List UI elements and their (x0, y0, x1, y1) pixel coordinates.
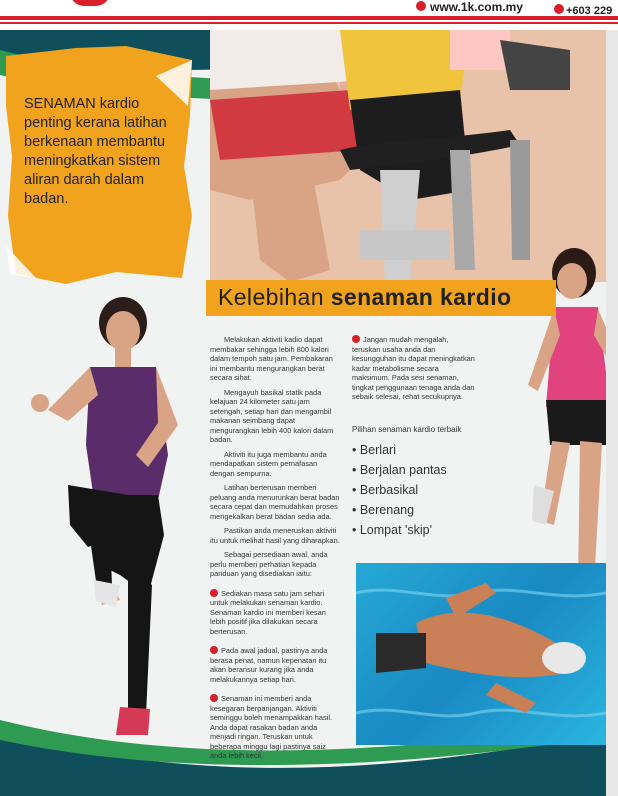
paragraph-1: Melakukan aktiviti kadio dapat membakar sehingga lebih 800 kalori dalam tempoh satu jam. Pembakaran ini membantu mengurangkan berat secara sihat. (210, 335, 333, 382)
page-edge-tabs (606, 30, 618, 796)
paragraph-4: Latihan berterusan memberi peluang anda menurunkan berat badan secara cepat dan memudahkan proses mengekalkan berat badan sedia ada. (210, 483, 340, 521)
section-heading-text (218, 284, 511, 311)
red-bullet-icon (210, 589, 218, 597)
woman-exercising-photo (28, 295, 188, 740)
header-rule-thin (0, 22, 618, 24)
callout-text: SENAMAN kardio penting kerana latihan berkenaan membantu meningkatkan sistem aliran darah dalam badan. (24, 96, 167, 207)
page-header (0, 0, 618, 30)
header-rule (0, 16, 618, 20)
tip-4: Jangan mudah mengalah, teruskan usaha anda dan kesungguhan itu dapat meningkatkan kadar metabolisme secara maksimum. Pada sesi senaman, tingkat penggunaan tenaga anda dan sebaik selesai, rehat secukupnya. (352, 335, 475, 401)
article-column-2 (352, 335, 478, 407)
paragraph-6: Sebagai persediaan awal, anda perlu memberi perhatian kepada panduan yang disediakan iaitu: (210, 550, 328, 578)
swimmer-photo (356, 563, 606, 745)
red-bullet-icon (210, 646, 218, 654)
red-bullet-icon (352, 335, 360, 343)
red-bullet-icon (210, 694, 218, 702)
paragraph-2: Mengayuh basikal statik pada kelajuan 24 kilometer satu jam setengah, setiap hari dan mengambil makanan seimbang dapat mengurangkan lebih 400 kalori dalam badan. (210, 387, 334, 444)
newspaper-logo (70, 0, 110, 6)
header-phone: +603 229 (566, 5, 613, 17)
paragraph-3: Aktiviti itu juga membantu anda mendapatkan sistem pernafasan dengan sempurna. (210, 449, 327, 478)
list-item: • Berlari (352, 443, 396, 457)
list-item: • Berjalan pantas (352, 463, 447, 477)
tip-1: Sediakan masa satu jam sehari untuk melakukan senaman kardio. Senaman kardio ini memberi kesan lebih positif jika dilakukan secara berterusan. (210, 588, 326, 636)
phone-icon (554, 4, 564, 14)
header-url[interactable]: www.1k.com.my (430, 0, 523, 14)
article-column-1 (210, 335, 342, 766)
heading-light: Kelebihan (218, 284, 331, 310)
list-item: • Berenang (352, 503, 415, 517)
location-icon (416, 1, 426, 11)
tip-2: Pada awal jadual, pastinya anda berasa penat, namun kepenatan itu akan beransur kurang jika anda melakukannya setiap hari. (210, 646, 328, 684)
paragraph-5: Pastikan anda meneruskan aktiviti itu untuk melihat hasil yang diharapkan. (210, 526, 340, 545)
heading-bold: senaman kardio (330, 284, 512, 310)
cardio-options-list (352, 440, 447, 540)
section-heading (206, 280, 556, 316)
list-item: • Berbasikal (352, 483, 419, 497)
swimmer-illustration (356, 563, 606, 745)
tip-3: Senaman ini memberi anda kesegaran berpanjangan. Aktiviti seminggu boleh menampakkan hasil. Anda dapat rasakan badan anda menjadi ringan. Teruskan untuk beberapa minggu lagi pastinya saiz anda lebih kecil. (210, 694, 333, 760)
cardio-list-title: Pilihan senaman kardio terbaik (352, 425, 462, 434)
list-item: • Lompat 'skip' (352, 523, 433, 537)
